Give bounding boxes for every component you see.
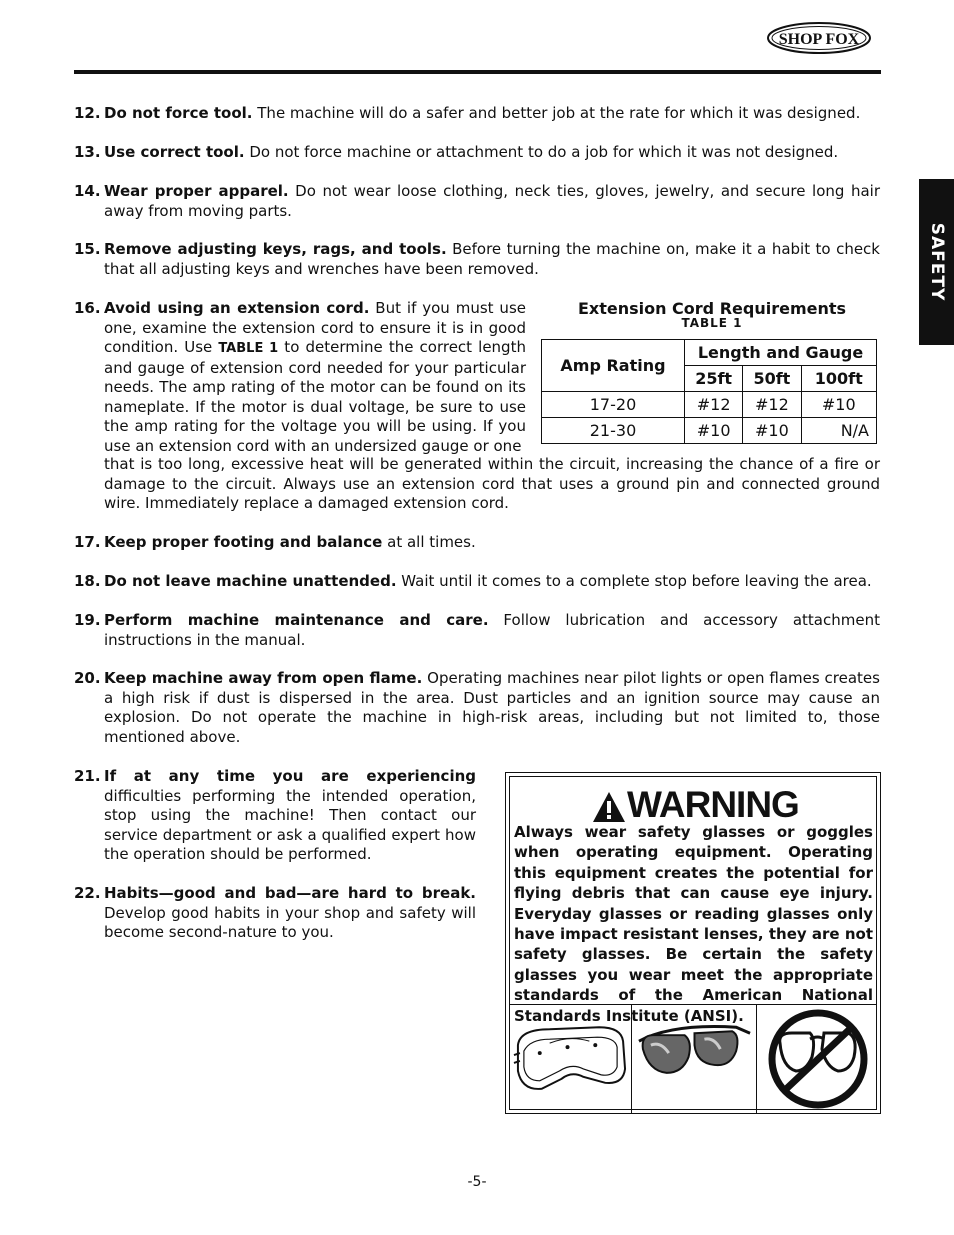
section-tab-safety [919,179,954,345]
page-number: -5- [467,1174,487,1190]
item-title: Do not leave machine unattended. [104,572,397,590]
item-text: Before turning the machine on, make it a habit to check that all adjusting keys and wrenches have been removed. [104,240,880,278]
item-text: Wait until it comes to a complete stop before leaving the area. [396,572,872,590]
gauge-cell: #10 [801,392,876,418]
item-number: 21. [74,767,101,785]
gauge-header-25ft: 25ft [685,366,743,392]
list-item-19 [74,611,880,650]
table-header-row [542,340,877,366]
table-row [542,392,877,418]
list-item-12 [74,104,880,124]
warning-text: Always wear safety glasses or goggles when operating equipment. Operating this equipment creates the potential for flying debris that can cause eye injury. Everyday glasses or reading glasses only have impact resistant lenses, they are not safety glasses. Be certain the safety glasses you wear meet the appropriate standards of the American National Standards Institute (ANSI). [514,823,873,1025]
warning-heading [592,785,799,825]
item-title: If at any time you are experiencing [104,767,476,785]
item-number: 19. [74,611,101,629]
list-item-20 [74,669,880,747]
item-number: 15. [74,240,101,258]
item-text: But if you must use one, examine the extension cord to ensure it is in good condition. Use [104,299,526,356]
item-title: Wear proper apparel. [104,182,289,200]
cord-table-title: Extension Cord Requirements [577,299,847,318]
list-item-14 [74,182,880,221]
section-tab-label: SAFETY [926,222,947,302]
extension-cord-table [541,339,877,444]
item-text: Operating machines near pilot lights or open flames creates a high risk if dust is dispersed in the area. Dust particles and an ignition source may cause an explosion. Do not operate the machine in high-risk areas, including but not limited to, those mentioned above. [104,669,880,746]
gauge-cell: #10 [743,418,801,444]
amp-cell: 17-20 [542,392,685,418]
item-number: 13. [74,143,101,161]
shop-fox-logo [766,20,872,56]
item-text: The machine will do a safer and better job at the rate for which it was designed. [252,104,861,122]
logo-text: SHOP FOX [778,31,860,48]
gauge-header-50ft: 50ft [743,366,801,392]
list-item-13 [74,143,880,163]
item-title: Keep proper footing and balance [104,533,383,551]
item-text-continued: to determine the correct length and gauge of extension cord needed for your particular needs. The amp rating of the motor can be found on its nameplate. If the motor is dual voltage, be sure to use the amp rating for the voltage you will be using. If you use an extension cord with an undersized gauge or one [104,338,526,455]
list-item-22 [74,884,476,943]
item-text: Do not force machine or attachment to do a job for which it was not designed. [244,143,839,161]
list-item-15 [74,240,880,279]
gauge-cell: #12 [743,392,801,418]
warning-triangle-icon [592,791,626,823]
length-gauge-header: Length and Gauge [685,340,877,366]
gauge-cell: #10 [685,418,743,444]
safety-glasses-icon [633,1005,757,1113]
table-reference: TABLE 1 [218,341,279,356]
item-title: Perform machine maintenance and care. [104,611,489,629]
item-text-wide: that is too long, excessive heat will be generated within the circuit, increasing the chance of a fire or damage to the circuit. Always use an extension cord that uses a ground pin and connected ground wire. Immediately replace a damaged extension cord. [104,455,880,512]
warning-inner-frame [509,776,877,1110]
cord-table-subtitle: TABLE 1 [681,316,743,330]
item-number: 16. [74,299,101,317]
warning-box [505,772,881,1114]
item-title: Use correct tool. [104,143,245,161]
goggles-icon [510,1005,632,1113]
item-number: 18. [74,572,101,590]
list-item-18 [74,572,880,592]
item-text: Do not wear loose clothing, neck ties, gloves, jewelry, and secure long hair away from moving parts. [104,182,880,220]
item-number: 22. [74,884,101,902]
header-rule [74,70,881,74]
item-title: Keep machine away from open flame. [104,669,423,687]
gauge-header-100ft: 100ft [801,366,876,392]
item-number: 14. [74,182,101,200]
item-title: Remove adjusting keys, rags, and tools. [104,240,447,258]
warning-heading-text: WARNING [627,784,799,825]
gauge-cell: N/A [801,418,876,444]
item-text: at all times. [382,533,476,551]
item-number: 17. [74,533,101,551]
item-text: difficulties performing the intended operation, stop using the machine! Then contact our service department or ask a qualified expert how the operation should be performed. [104,786,476,863]
amp-rating-header: Amp Rating [542,340,685,392]
item-text: Follow lubrication and accessory attachment instructions in the manual. [104,611,880,649]
table-row [542,418,877,444]
item-title: Do not force tool. [104,104,253,122]
item-title: Avoid using an extension cord. [104,299,370,317]
list-item-16 [74,299,526,456]
item-title: Habits—good and bad—are hard to break. [104,884,476,902]
amp-cell: 21-30 [542,418,685,444]
item-number: 20. [74,669,101,687]
no-reading-glasses-icon [758,1005,876,1113]
list-item-16-continued [104,455,880,514]
item-text: Develop good habits in your shop and safety will become second-nature to you. [104,903,476,941]
list-item-21 [74,767,476,865]
item-number: 12. [74,104,101,122]
list-item-17 [74,533,880,553]
gauge-cell: #12 [685,392,743,418]
